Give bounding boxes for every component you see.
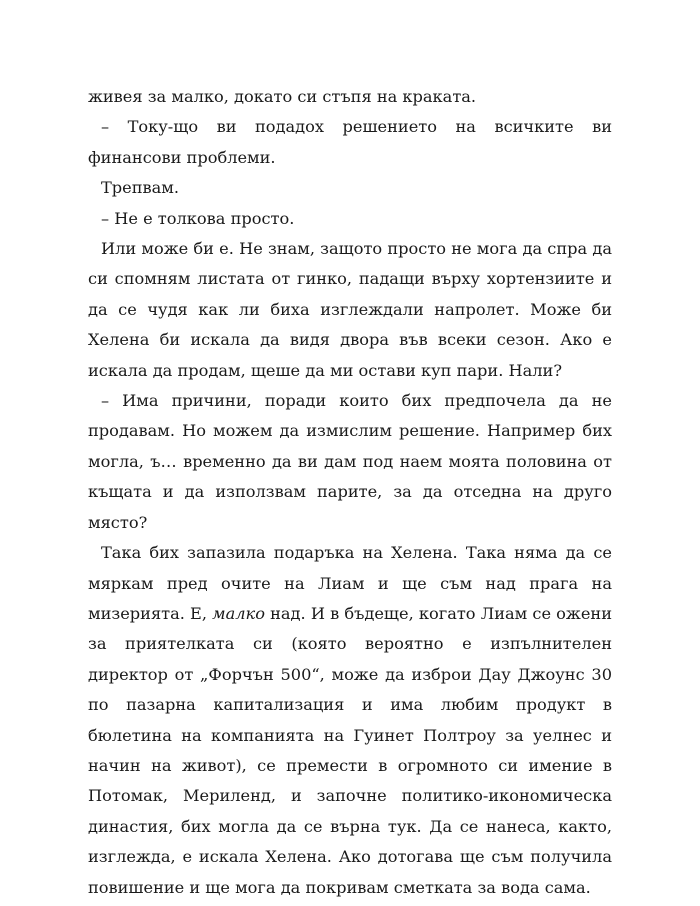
- paragraph-5: Или може би е. Не знам, защото просто не мога да спра да си спомням листата от гинко, падащи върху хортензиите и да се чудя как ли биха изглеждали напролет. Може би Хелена би искала да видя двора във всеки сезон. Ако е искала да продам, щеше да ми остави куп пари. Нали?: [88, 239, 612, 380]
- paragraph-7: [88, 538, 612, 903]
- paragraph-7-italic: малко: [212, 603, 265, 623]
- paragraph-7-part-2: над. И в бъдеще, когато Лиам се ожени за приятелката си (която вероятно е изпълнителен директор от „Форчън 500“, може да изброи Дау Джоунс 30 по пазарна капитализация и има любим продукт в бюлетина на компанията на Гуинет Полтроу за уелнес и начин на живот), се премести в огромното си имение в Потомак, Мериленд, и започне политико-икономическа династия, бих могла да се върна тук. Да се нанеса, както, изглежда, е искала Хелена. Ако дотогава ще съм получила повишение и ще мога да покривам сметката за вода сама.: [88, 603, 612, 897]
- paragraph-1: живея за малко, докато си стъпя на краката.: [88, 87, 477, 106]
- paragraph-4: – Не е толкова просто.: [101, 208, 295, 228]
- paragraph-6: – Има причини, поради които бих предпочела да не продавам. Но можем да измислим решение. Например бих могла, ъ… временно да ви дам под наем моята половина от къщата и да използвам парите, за да отседна на друго място?: [88, 391, 612, 532]
- paragraph-2: – Току-що ви подадох решението на всичките ви финансови проблеми.: [88, 117, 612, 167]
- paragraph-3: Трепвам.: [101, 178, 180, 198]
- book-page: [88, 82, 612, 903]
- paragraph-7-part-1: Така бих запазила подаръка на Хелена. Така няма да се мяркам пред очите на Лиам и ще съм над прага на мизерията. Е,: [88, 543, 612, 623]
